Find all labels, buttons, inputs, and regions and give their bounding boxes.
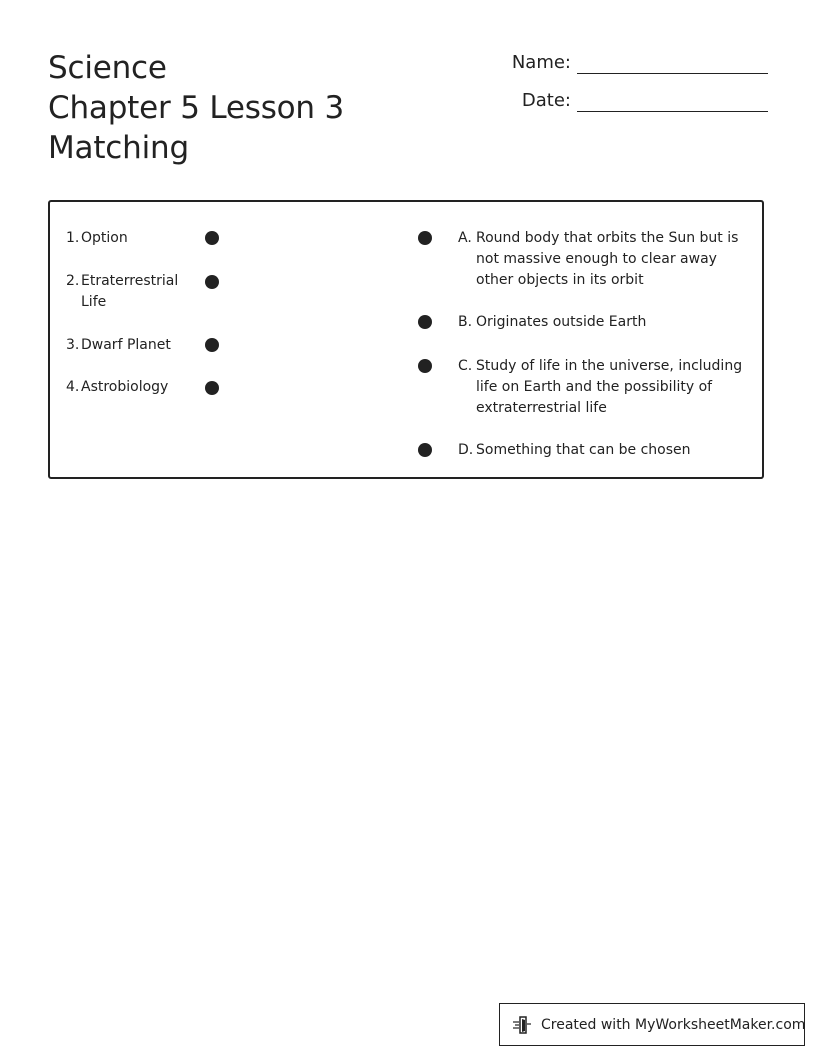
definition-text: Study of life in the universe, including life on Earth and the possibility of extraterrestrial life: [476, 358, 743, 416]
term-text: Dwarf Planet: [81, 337, 171, 353]
term-text: Astrobiology: [81, 379, 169, 395]
worksheet-title: [48, 48, 468, 168]
definition-match-dot-d[interactable]: [418, 443, 432, 457]
definition-item-b: [458, 312, 753, 333]
definition-letter: C.: [458, 358, 473, 374]
definition-text: Something that can be chosen: [476, 442, 691, 458]
term-number: 1.: [66, 230, 80, 246]
definition-text: Originates outside Earth: [476, 314, 647, 330]
definition-match-dot-a[interactable]: [418, 231, 432, 245]
term-number: 3.: [66, 337, 80, 353]
term-text: Option: [81, 230, 128, 246]
date-blank-line[interactable]: [577, 93, 768, 112]
title-chapter-lesson: Chapter 5 Lesson 3: [48, 90, 345, 126]
myworksheetmaker-logo-icon: [511, 1014, 533, 1036]
name-field[interactable]: [512, 52, 768, 74]
term-match-dot-1[interactable]: [205, 231, 219, 245]
date-label: Date:: [521, 90, 571, 111]
name-label: Name:: [511, 52, 571, 73]
term-number: 2.: [66, 273, 80, 289]
title-subject: Science: [48, 50, 167, 86]
term-match-dot-4[interactable]: [205, 381, 219, 395]
definition-item-a: [458, 228, 753, 291]
matching-box: [48, 200, 764, 479]
definition-match-dot-c[interactable]: [418, 359, 432, 373]
name-blank-line[interactable]: [577, 55, 768, 74]
definition-item-c: [458, 356, 753, 419]
created-with-badge: [499, 1003, 805, 1046]
definition-letter: D.: [458, 442, 474, 458]
date-field[interactable]: [522, 90, 768, 112]
term-match-dot-3[interactable]: [205, 338, 219, 352]
term-number: 4.: [66, 379, 80, 395]
term-match-dot-2[interactable]: [205, 275, 219, 289]
term-item-3: [66, 335, 188, 356]
term-item-2: [66, 271, 188, 313]
definition-letter: B.: [458, 314, 473, 330]
definition-item-d: [458, 440, 753, 461]
title-activity: Matching: [48, 130, 189, 166]
definition-letter: A.: [458, 230, 472, 246]
term-text: Etraterrestrial Life: [81, 273, 179, 310]
term-item-1: [66, 228, 188, 249]
term-item-4: [66, 377, 188, 398]
definition-match-dot-b[interactable]: [418, 315, 432, 329]
definition-text: Round body that orbits the Sun but is not massive enough to clear away other objects in its orbit: [476, 230, 739, 288]
credit-text: Created with MyWorksheetMaker.com: [541, 1016, 806, 1033]
